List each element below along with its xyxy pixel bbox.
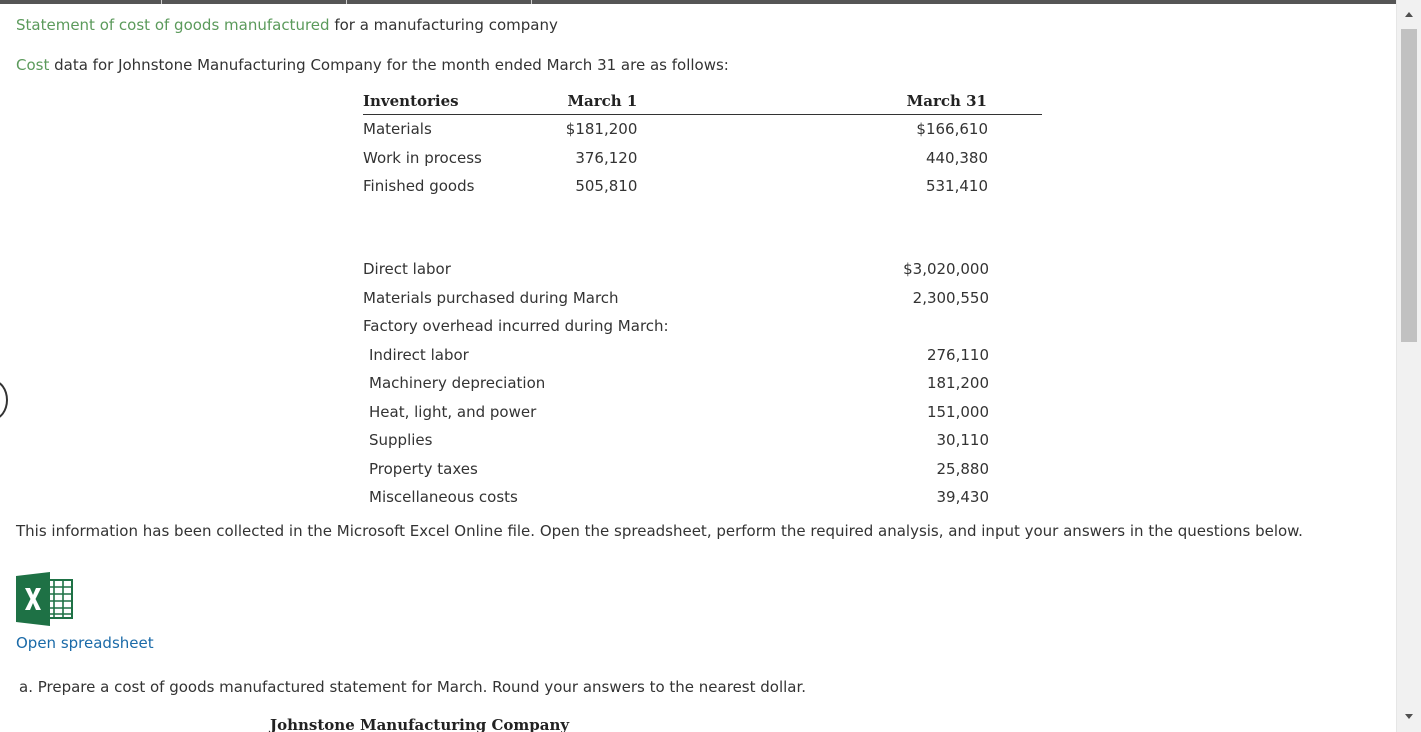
table-row: [363, 398, 989, 427]
info-text: This information has been collected in the Microsoft Excel Online file. Open the spreadsheet, perform the required analysis, and input your answers in the questions below.: [16, 522, 1303, 540]
row-march-31: 440,380: [925, 148, 988, 167]
table-row: [363, 172, 1042, 201]
header-march-31: March 31: [880, 88, 1042, 115]
overhead-item-value: 39,430: [936, 488, 989, 507]
scroll-up-arrow-icon[interactable]: [1397, 4, 1421, 26]
intro-rest: data for Johnstone Manufacturing Company for the month ended March 31 are as follows:: [49, 56, 729, 74]
overhead-item-value: 276,110: [926, 345, 989, 364]
overhead-item-label: Machinery depreciation: [369, 374, 546, 393]
intro-text: [16, 56, 729, 74]
overhead-item-label: Supplies: [369, 431, 433, 450]
open-spreadsheet-link[interactable]: Open spreadsheet: [16, 634, 154, 652]
table-row: [363, 483, 989, 512]
overhead-item-value: 151,000: [926, 402, 989, 421]
problem-title: [16, 16, 558, 34]
table-row: [363, 455, 989, 484]
empty-cell: [852, 312, 989, 341]
row-march-1: 376,120: [575, 148, 638, 167]
overhead-heading: Factory overhead incurred during March:: [363, 317, 669, 336]
overhead-item-value: 181,200: [926, 374, 989, 393]
table-row: [363, 255, 989, 284]
costs-table: [363, 255, 989, 512]
overhead-item-label: Heat, light, and power: [369, 402, 537, 421]
overhead-item-label: Miscellaneous costs: [369, 488, 518, 507]
materials-purchased-label: Materials purchased during March: [363, 288, 619, 307]
table-row: [363, 115, 1042, 144]
overhead-item-label: Property taxes: [369, 459, 478, 478]
table-row: [363, 426, 989, 455]
direct-labor-value: $3,020,000: [903, 260, 989, 279]
materials-purchased-value: 2,300,550: [912, 288, 989, 307]
content-area: [0, 4, 1397, 732]
row-march-1: 505,810: [575, 177, 638, 196]
header-march-1: March 1: [505, 88, 881, 115]
circle-edge-icon: [0, 380, 8, 420]
row-label: Finished goods: [363, 177, 475, 196]
question-a: a. Prepare a cost of goods manufactured statement for March. Round your answers to the nearest dollar.: [19, 678, 807, 696]
scroll-down-arrow-icon[interactable]: [1397, 706, 1421, 728]
table-row: [363, 144, 1042, 173]
row-march-1: $181,200: [565, 120, 638, 139]
title-link[interactable]: Statement of cost of goods manufactured: [16, 16, 330, 34]
row-march-31: 531,410: [925, 177, 988, 196]
table-row: [363, 284, 989, 313]
table-row: [363, 341, 989, 370]
excel-icon[interactable]: [16, 572, 74, 626]
header-inventories: Inventories: [363, 88, 505, 115]
row-label: Work in process: [363, 148, 482, 167]
overhead-item-value: 25,880: [936, 459, 989, 478]
cost-link[interactable]: Cost: [16, 56, 50, 74]
direct-labor-label: Direct labor: [363, 260, 451, 279]
scroll-thumb[interactable]: [1401, 29, 1417, 342]
row-label: Materials: [363, 120, 432, 139]
overhead-item-label: Indirect labor: [369, 345, 469, 364]
inventories-header-row: [363, 88, 1042, 115]
vertical-scrollbar[interactable]: [1396, 0, 1421, 732]
row-march-31: $166,610: [916, 120, 988, 139]
overhead-item-value: 30,110: [936, 431, 989, 450]
table-row: [363, 369, 989, 398]
statement-company-heading: Johnstone Manufacturing Company: [270, 716, 570, 732]
inventories-table: [363, 88, 1042, 201]
table-row: [363, 312, 989, 341]
title-rest: for a manufacturing company: [329, 16, 558, 34]
